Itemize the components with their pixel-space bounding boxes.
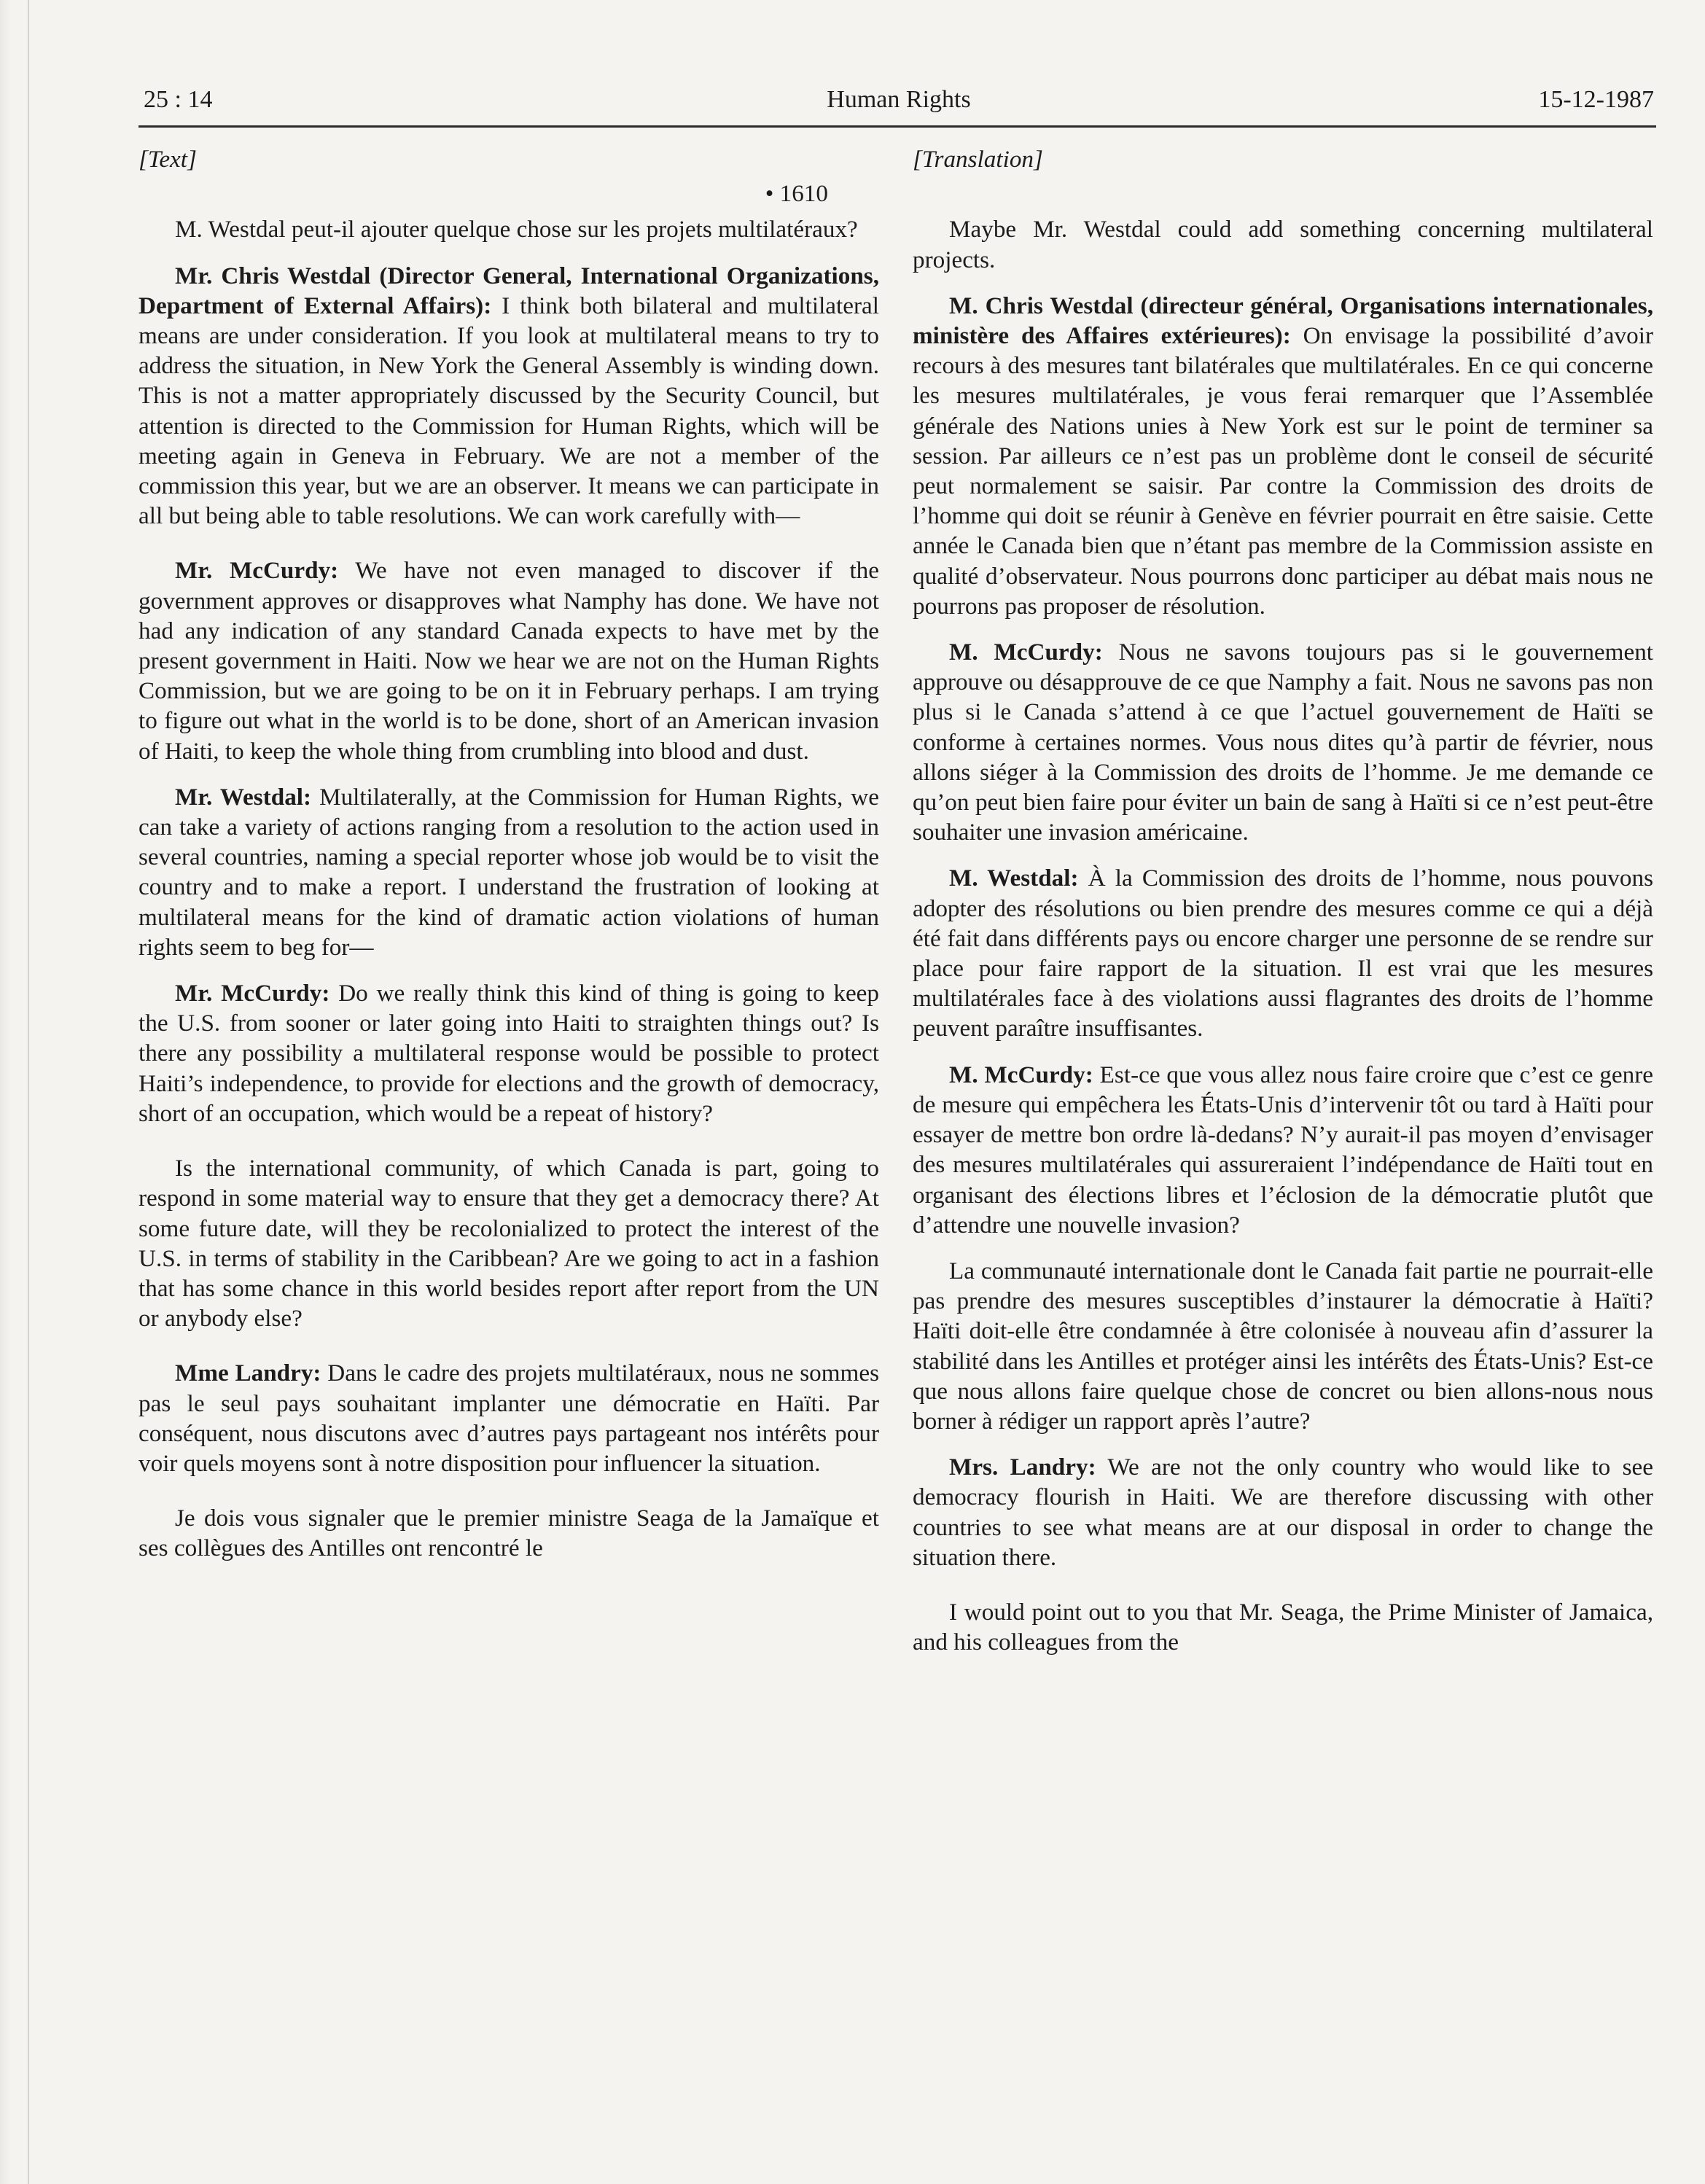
running-header — [144, 86, 1654, 127]
paragraph — [913, 214, 1653, 274]
paragraph-text: M. Westdal peut-il ajouter quelque chose sur les projets multilatéraux? — [175, 216, 858, 243]
paragraph-text: Multilaterally, at the Commission for Human Rights, we can take a variety of actions ranging from a resolution to the action used in several countries, naming a special reporter whose job would be to visit the country and to make a report. I understand the frustration of looking at multilateral means for the kind of dramatic action violations of human rights seem to beg for— — [138, 783, 879, 961]
header-rule — [138, 125, 1656, 128]
speaker-name: M. McCurdy: — [949, 1061, 1093, 1088]
paragraph-text: On envisage la possibilité d’avoir recours à des mesures tant bilatérales que multilatérales. En ce qui concerne les mesures multilatérales, je vous ferai remarquer que l’Assemblée générale des Nations unies à New York est sur le point de terminer sa session. Par ailleurs ce n’est pas un problème dont le conseil de sécurité peut normalement se saisir. Par contre la Commission des droits de l’homme qui doit se réunir à Genève en février pourrait en être saisie. Cette année le Canada bien que n’étant pas membre de la Commission assiste en qualité d’observateur. Nous pourrons donc participer au débat mais nous ne pourrons pas proposer de résolution. — [913, 322, 1654, 620]
paragraph-text: Je dois vous signaler que le premier ministre Seaga de la Jamaïque et ses collègues des Antilles ont rencontré le — [138, 1505, 879, 1562]
speaker-name: Mr. Chris Westdal (Director General, International Organizations, Department of External Affairs): — [138, 262, 879, 319]
paragraph — [138, 782, 879, 962]
paragraph-text: Do we really think this kind of thing is going to keep the U.S. from sooner or later going into Haiti to straighten things out? Is there any possibility a multilateral response would be possible to protect Haiti’s independence, to provide for elections and the growth of democracy, short of an occupation, which would be a repeat of history? — [138, 980, 879, 1127]
speaker-name: M. Westdal: — [949, 865, 1079, 892]
header-page-reference: 25 : 14 — [144, 86, 213, 113]
paragraph-text: We are not the only country who would like to see democracy flourish in Haiti. We are therefore discussing with other countries to see what means are at our disposal in order to change the situation there. — [913, 1454, 1653, 1571]
paragraph — [913, 863, 1653, 1043]
paragraph — [138, 555, 879, 765]
paragraph-text: À la Commission des droits de l’homme, nous pouvons adopter des résolutions ou bien prendre des mesures comme ce qui a déjà été fait dans différents pays ou encore charger une personne de se rendre sur place pour faire rapport de la situation. Il est vrai que les mesures multilatérales face à des violations aussi flagrantes des droits de l’homme peuvent paraître insuffisantes. — [913, 865, 1653, 1042]
left-column-label: [Text] — [138, 146, 197, 173]
paragraph — [913, 637, 1653, 847]
paragraph-text: La communauté internationale dont le Canada fait partie ne pourrait-elle pas prendre des mesures susceptibles d’instaurer la démocratie à Haïti? Haïti doit-elle être condamnée à être colonisée à nouveau afin d’assurer la stabilité dans les Antilles et protéger ainsi les intérêts des États-Unis? Est-ce que nous allons faire quelque chose de concret ou bien allons-nous nous borner à rédiger un rapport après l’autre? — [913, 1257, 1653, 1435]
paragraph — [913, 1597, 1653, 1657]
right-column — [913, 144, 1653, 1673]
paragraph — [138, 1503, 879, 1563]
paragraph — [138, 1358, 879, 1478]
speaker-name: M. McCurdy: — [949, 639, 1103, 666]
speaker-name: M. Chris Westdal (directeur général, Organisations internationales, ministère des Affaires extérieures): — [913, 292, 1653, 350]
paragraph — [138, 261, 879, 531]
speaker-name: Mme Landry: — [175, 1360, 321, 1387]
header-date: 15-12-1987 — [1538, 86, 1654, 113]
paragraph — [913, 1256, 1653, 1436]
speaker-name: Mr. McCurdy: — [175, 980, 330, 1007]
paragraph-text: Is the international community, of which Canada is part, going to respond in some material way to ensure that they get a democracy there? At some future date, will they be recolonialized to protect the interest of the U.S. in terms of stability in the Caribbean? Are we going to act in a fashion that has some chance in this world besides report after report from the UN or anybody else? — [138, 1155, 879, 1333]
paragraph — [138, 978, 879, 1128]
paragraph-text: I would point out to you that Mr. Seaga, the Prime Minister of Jamaica, and his colleagues from the — [913, 1598, 1653, 1656]
page-binding-edge — [28, 0, 29, 2184]
timecode: • 1610 — [765, 180, 828, 208]
right-column-label: [Translation] — [913, 146, 1043, 173]
paragraph — [913, 291, 1653, 621]
paragraph-text: Est-ce que vous allez nous faire croire que c’est ce genre de mesure qui empêchera les États-Unis d’intervenir tôt ou tard à Haïti pour essayer de mettre bon ordre là-dedans? N’y aurait-il pas moyen d’envisager des mesures multilatérales qui assureraient l’indépendance de Haïti tout en organisant des élections libres et l’éclosion de la démocratie plutôt que d’attendre une nouvelle invasion? — [913, 1061, 1653, 1239]
paragraph — [138, 214, 879, 244]
left-column — [138, 144, 879, 1580]
speaker-name: Mr. Westdal: — [175, 783, 312, 811]
paragraph-text: Maybe Mr. Westdal could add something concerning multilateral projects. — [913, 216, 1653, 273]
speaker-name: Mrs. Landry: — [949, 1454, 1096, 1481]
paragraph — [138, 1153, 879, 1333]
paragraph-text: We have not even managed to discover if the government approves or disapproves what Namphy has done. We have not had any indication of any standard Canada expects to have met by the present government in Haiti. Now we hear we are not on the Human Rights Commission, but we are going to be on it in February perhaps. I am trying to figure out what in the world is to be done, short of an American invasion of Haiti, to keep the whole thing from crumbling into blood and dust. — [138, 557, 879, 765]
paragraph — [913, 1060, 1653, 1240]
header-title: Human Rights — [827, 86, 971, 113]
speaker-name: Mr. McCurdy: — [175, 557, 339, 585]
paragraph-text: Dans le cadre des projets multilatéraux, nous ne sommes pas le seul pays souhaitant implanter une démocratie en Haïti. Par conséquent, nous discutons avec d’autres pays partageant nos intérêts pour voir quels moyens sont à notre disposition pour influencer la situation. — [138, 1360, 879, 1477]
paragraph-text: I think both bilateral and multilateral means are under consideration. If you look at multilateral means to try to address the situation, in New York the General Assembly is winding down. This is not a matter appropriately discussed by the Security Council, but attention is directed to the Commission for Human Rights, which will be meeting again in Geneva in February. We are not a member of the commission this year, but we are an observer. It means we can participate in all but being able to table resolutions. We can work carefully with— — [138, 292, 879, 530]
paragraph — [913, 1452, 1653, 1572]
paragraph-text: Nous ne savons toujours pas si le gouvernement approuve ou désapprouve de ce que Namphy a fait. Nous ne savons pas non plus si le Canada s’attend à ce que l’actuel gouvernement de Haïti se conforme à certaines normes. Vous nous dites qu’à partir de février, nous allons siéger à la Commission des droits de l’homme. Je me demande ce qu’on peut bien faire pour éviter un bain de sang à Haïti si ce n’est peut-être souhaiter une invasion américaine. — [913, 639, 1654, 846]
